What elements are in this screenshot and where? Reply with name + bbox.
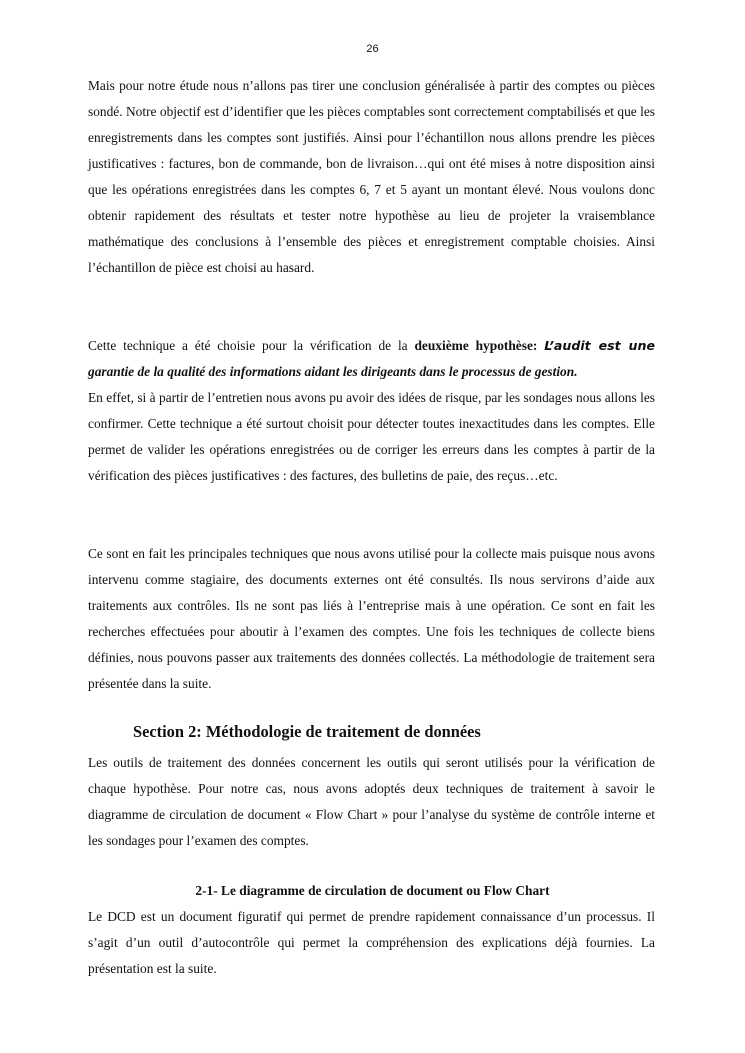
hypothesis-statement-rest: garantie de la qualité des informations aidant les dirigeants dans le processus de gestion. [88,364,578,379]
hypothesis-statement-lead: L’audit est une [544,338,655,353]
paragraph-hypothesis-text [88,333,655,385]
paragraph-dcd-text: Le DCD est un document figuratif qui permet de prendre rapidement connaissance d’un processus. Il s’agit d’un outil d’autocontrôle qui permet la compréhension des explications déjà fournies. La présentation est la suite. [88,909,655,976]
paragraph-sondages-text: En effet, si à partir de l’entretien nous avons pu avoir des idées de risque, par les sondages nous allons les confirmer. Cette technique a été surtout choisit pour détecter toutes inexactitudes dans les comptes. Elle permet de valider les opérations enregistrées ou de corriger les erreurs dans les comptes à partir de la vérification des pièces justificatives : des factures, des bulletins de paie, des reçus…etc. [88,390,655,483]
body-paragraph-tools [88,750,655,854]
body-paragraph-hypothesis [88,333,655,385]
section-2-heading: Section 2: Méthodologie de traitement de données [133,722,481,741]
paragraph-techniques-text: Ce sont en fait les principales techniques que nous avons utilisé pour la collecte mais puisque nous avons intervenu comme stagiaire, des documents externes ont été consultés. Ils nous servirons d’aide aux traitements aux contrôles. Ils ne sont pas liés à l’entreprise mais à une opération. Ce sont en fait les recherches effectuées pour aboutir à l’examen des comptes. Une fois les techniques de collecte biens définies, nous pouvons passer aux traitements des données collectés. La méthodologie de traitement sera présentée dans la suite. [88,546,655,691]
hypothesis-label: deuxième hypothèse: [414,338,545,353]
paragraph-sampling-text: Mais pour notre étude nous n’allons pas tirer une conclusion généralisée à partir des comptes ou pièces sondé. Notre objectif est d’identifier que les pièces comptables sont correctement comptabilisés et que les enregistrements dans les comptes sont justifiés. Ainsi pour l’échantillon nous allons prendre les pièces justificatives : factures, bon de commande, bon de livraison…qui ont été mises à notre disposition ainsi que les opérations enregistrées dans les comptes 6, 7 et 5 ayant un montant élevé. Nous voulons donc obtenir rapidement des résultats et tester notre hypothèse au lieu de projeter la vraisemblance mathématique des conclusions à l’ensemble des pièces et enregistrement comptable choisies. Ainsi l’échantillon de pièce est choisi au hasard. [88,78,655,275]
body-paragraph-sondages [88,385,655,489]
subsection-2-1-heading: 2-1- Le diagramme de circulation de document ou Flow Chart [195,883,550,898]
page-number: 26 [366,43,379,55]
body-paragraph-techniques [88,541,655,697]
paragraph-tools-text: Les outils de traitement des données concernent les outils qui seront utilisés pour la vérification de chaque hypothèse. Pour notre cas, nous avons adoptés deux techniques de traitement à savoir le diagramme de circulation de document « Flow Chart » pour l’analyse du système de contrôle interne et les sondages pour l’examen des comptes. [88,755,655,848]
body-paragraph-sampling [88,73,655,281]
body-paragraph-dcd [88,904,655,982]
hypothesis-intro: Cette technique a été choisie pour la vérification de la [88,338,415,353]
